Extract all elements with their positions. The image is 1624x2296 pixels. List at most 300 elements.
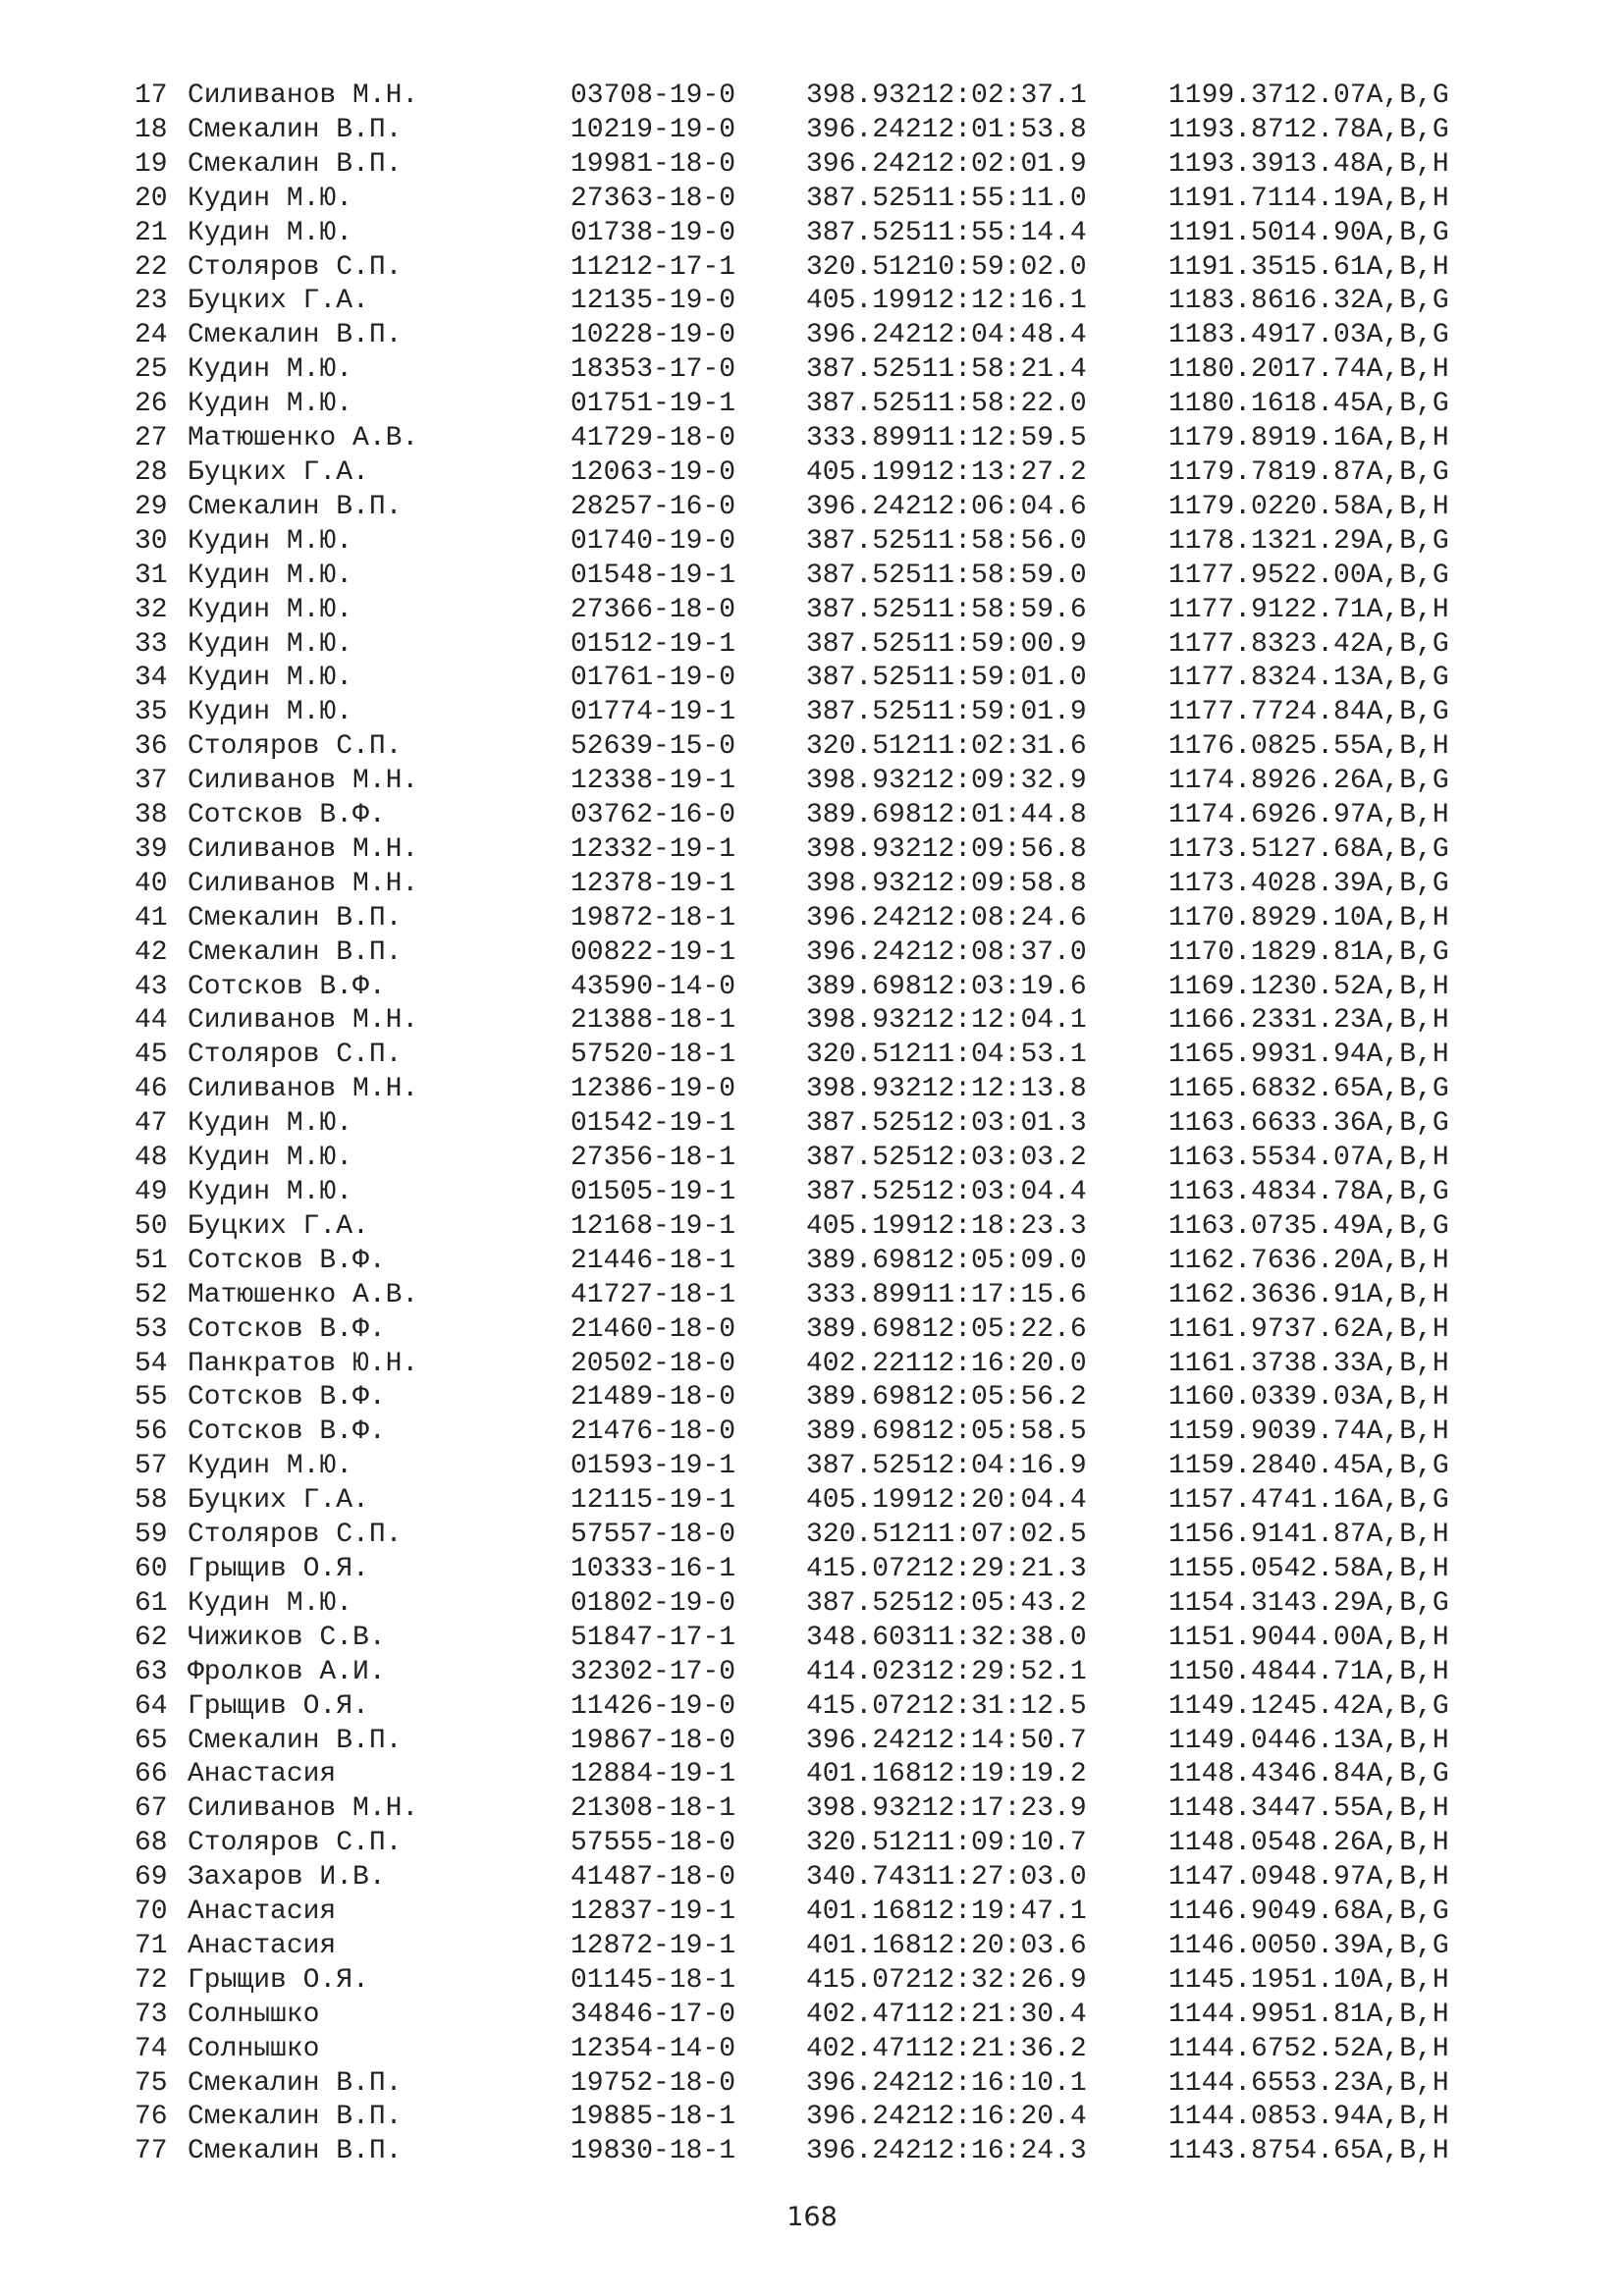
speed-cell: 1177.83: [1168, 663, 1284, 694]
distance-cell: 387.525: [806, 1143, 922, 1174]
coefficient-cell: 16.32: [1283, 286, 1367, 317]
distance-cell: 401.168: [806, 1896, 922, 1928]
speed-cell: 1161.37: [1168, 1348, 1284, 1379]
speed-cell: 1178.13: [1168, 525, 1284, 557]
ring-cell: 01145-18-1: [570, 1964, 736, 1996]
table-row: [135, 1758, 1449, 1792]
name-cell: Кудин М.Ю.: [188, 560, 353, 591]
rank-cell: 18: [135, 114, 168, 145]
distance-cell: 396.242: [806, 2067, 922, 2099]
rank-cell: 50: [135, 1210, 168, 1242]
time-cell: 12:32:26.9: [921, 1964, 1087, 1996]
group-cell: A,B,H: [1366, 2067, 1449, 2099]
rank-cell: 51: [135, 1245, 168, 1276]
distance-cell: 387.525: [806, 1587, 922, 1619]
coefficient-cell: 41.87: [1283, 1520, 1367, 1551]
ring-cell: 12386-19-0: [570, 1074, 736, 1105]
group-cell: A,B,G: [1366, 286, 1449, 317]
time-cell: 12:16:20.0: [921, 1348, 1087, 1379]
table-row: [135, 1279, 1449, 1313]
speed-cell: 1148.43: [1168, 1759, 1284, 1790]
coefficient-cell: 45.42: [1283, 1690, 1367, 1722]
ring-cell: 19830-18-1: [570, 2136, 736, 2167]
coefficient-cell: 32.65: [1283, 1074, 1367, 1105]
speed-cell: 1148.34: [1168, 1793, 1284, 1825]
time-cell: 12:08:37.0: [921, 936, 1087, 968]
time-cell: 11:04:53.1: [921, 1040, 1087, 1071]
group-cell: A,B,H: [1366, 1862, 1449, 1894]
group-cell: A,B,H: [1366, 251, 1449, 283]
distance-cell: 387.525: [806, 560, 922, 591]
coefficient-cell: 48.97: [1283, 1862, 1367, 1894]
group-cell: A,B,H: [1366, 1622, 1449, 1653]
name-cell: Смекалин В.П.: [188, 320, 403, 351]
coefficient-cell: 33.36: [1283, 1108, 1367, 1140]
rank-cell: 63: [135, 1656, 168, 1687]
speed-cell: 1161.97: [1168, 1313, 1284, 1345]
name-cell: Смекалин В.П.: [188, 2102, 403, 2133]
speed-cell: 1144.08: [1168, 2102, 1284, 2133]
distance-cell: 405.199: [806, 1210, 922, 1242]
name-cell: Кудин М.Ю.: [188, 183, 353, 214]
ring-cell: 41487-18-0: [570, 1862, 736, 1894]
speed-cell: 1177.83: [1168, 628, 1284, 660]
ring-cell: 03708-19-0: [570, 80, 736, 111]
distance-cell: 398.932: [806, 1793, 922, 1825]
ring-cell: 12135-19-0: [570, 286, 736, 317]
table-row: [135, 1896, 1449, 1930]
table-row: [135, 1999, 1449, 2033]
rank-cell: 43: [135, 971, 168, 1002]
group-cell: A,B,H: [1366, 1005, 1449, 1037]
rank-cell: 76: [135, 2102, 168, 2133]
time-cell: 12:12:13.8: [921, 1074, 1087, 1105]
coefficient-cell: 31.23: [1283, 1005, 1367, 1037]
time-cell: 12:16:24.3: [921, 2136, 1087, 2167]
results-table-body: [135, 80, 1449, 2169]
name-cell: Смекалин В.П.: [188, 1725, 403, 1756]
rank-cell: 32: [135, 594, 168, 625]
group-cell: A,B,H: [1366, 354, 1449, 386]
group-cell: A,B,H: [1366, 1553, 1449, 1584]
ring-cell: 20502-18-0: [570, 1348, 736, 1379]
ring-cell: 27356-18-1: [570, 1143, 736, 1174]
time-cell: 12:05:56.2: [921, 1382, 1087, 1414]
ring-cell: 01761-19-0: [570, 663, 736, 694]
ring-cell: 27366-18-0: [570, 594, 736, 625]
coefficient-cell: 44.00: [1283, 1622, 1367, 1653]
group-cell: A,B,G: [1366, 833, 1449, 865]
rank-cell: 36: [135, 731, 168, 763]
table-row: [135, 183, 1449, 217]
ring-cell: 27363-18-0: [570, 183, 736, 214]
coefficient-cell: 12.07: [1283, 80, 1367, 111]
coefficient-cell: 21.29: [1283, 525, 1367, 557]
time-cell: 12:03:04.4: [921, 1177, 1087, 1207]
rank-cell: 54: [135, 1348, 168, 1379]
speed-cell: 1183.86: [1168, 286, 1284, 317]
distance-cell: 320.512: [806, 1040, 922, 1071]
group-cell: A,B,H: [1366, 731, 1449, 763]
time-cell: 12:05:43.2: [921, 1587, 1087, 1619]
coefficient-cell: 50.39: [1283, 1930, 1367, 1961]
time-cell: 11:59:01.9: [921, 697, 1087, 728]
speed-cell: 1191.50: [1168, 217, 1284, 248]
table-row: [135, 1142, 1449, 1176]
name-cell: Матюшенко А.В.: [188, 1279, 419, 1310]
group-cell: A,B,H: [1366, 1793, 1449, 1825]
name-cell: Кудин М.Ю.: [188, 697, 353, 728]
table-row: [135, 2101, 1449, 2135]
rank-cell: 34: [135, 663, 168, 694]
table-row: [135, 1210, 1449, 1245]
coefficient-cell: 46.84: [1283, 1759, 1367, 1790]
rank-cell: 56: [135, 1416, 168, 1448]
group-cell: A,B,G: [1366, 1485, 1449, 1517]
ring-cell: 43590-14-0: [570, 971, 736, 1002]
rank-cell: 67: [135, 1793, 168, 1825]
distance-cell: 405.199: [806, 1485, 922, 1517]
distance-cell: 396.242: [806, 491, 922, 522]
name-cell: Кудин М.Ю.: [188, 1143, 353, 1174]
group-cell: A,B,G: [1366, 766, 1449, 797]
table-row: [135, 1553, 1449, 1587]
ring-cell: 12884-19-1: [570, 1759, 736, 1790]
distance-cell: 402.221: [806, 1348, 922, 1379]
name-cell: Буцких Г.А.: [188, 1485, 369, 1517]
table-row: [135, 799, 1449, 833]
coefficient-cell: 30.52: [1283, 971, 1367, 1002]
rank-cell: 24: [135, 320, 168, 351]
table-row: [135, 525, 1449, 560]
ring-cell: 41727-18-1: [570, 1279, 736, 1310]
distance-cell: 387.525: [806, 628, 922, 660]
distance-cell: 387.525: [806, 1451, 922, 1482]
ring-cell: 12338-19-1: [570, 766, 736, 797]
ring-cell: 19872-18-1: [570, 902, 736, 934]
time-cell: 12:31:12.5: [921, 1690, 1087, 1722]
coefficient-cell: 51.81: [1283, 1999, 1367, 2030]
speed-cell: 1143.87: [1168, 2136, 1284, 2167]
time-cell: 12:14:50.7: [921, 1725, 1087, 1756]
ring-cell: 01542-19-1: [570, 1108, 736, 1140]
ring-cell: 41729-18-0: [570, 423, 736, 454]
time-cell: 12:06:04.6: [921, 491, 1087, 522]
speed-cell: 1144.67: [1168, 2033, 1284, 2064]
name-cell: Столяров С.П.: [188, 1040, 403, 1071]
ring-cell: 03762-16-0: [570, 800, 736, 831]
distance-cell: 396.242: [806, 1725, 922, 1756]
group-cell: A,B,G: [1366, 525, 1449, 557]
group-cell: A,B,G: [1366, 1690, 1449, 1722]
group-cell: A,B,H: [1366, 594, 1449, 625]
table-row: [135, 114, 1449, 148]
distance-cell: 389.698: [806, 1416, 922, 1448]
rank-cell: 21: [135, 217, 168, 248]
rank-cell: 22: [135, 251, 168, 283]
group-cell: A,B,G: [1366, 217, 1449, 248]
table-row: [135, 560, 1449, 594]
rank-cell: 53: [135, 1313, 168, 1345]
ring-cell: 34846-17-0: [570, 1999, 736, 2030]
distance-cell: 402.471: [806, 2033, 922, 2064]
coefficient-cell: 12.78: [1283, 114, 1367, 145]
ring-cell: 32302-17-0: [570, 1656, 736, 1687]
distance-cell: 398.932: [806, 80, 922, 111]
group-cell: A,B,H: [1366, 1143, 1449, 1174]
coefficient-cell: 48.26: [1283, 1828, 1367, 1859]
name-cell: Смекалин В.П.: [188, 902, 403, 934]
table-row: [135, 1725, 1449, 1759]
table-row: [135, 1622, 1449, 1656]
speed-cell: 1160.03: [1168, 1382, 1284, 1414]
speed-cell: 1166.23: [1168, 1005, 1284, 1037]
speed-cell: 1149.04: [1168, 1725, 1284, 1756]
table-row: [135, 491, 1449, 525]
distance-cell: 340.743: [806, 1862, 922, 1894]
name-cell: Сотсков В.Ф.: [188, 1382, 386, 1414]
speed-cell: 1193.87: [1168, 114, 1284, 145]
speed-cell: 1156.91: [1168, 1520, 1284, 1551]
distance-cell: 387.525: [806, 389, 922, 420]
name-cell: Силиванов М.Н.: [188, 1074, 419, 1105]
rank-cell: 71: [135, 1930, 168, 1961]
group-cell: A,B,G: [1366, 1587, 1449, 1619]
time-cell: 12:13:27.2: [921, 456, 1087, 488]
coefficient-cell: 34.07: [1283, 1143, 1367, 1174]
speed-cell: 1191.35: [1168, 251, 1284, 283]
table-row: [135, 1039, 1449, 1073]
time-cell: 12:29:52.1: [921, 1656, 1087, 1687]
group-cell: A,B,H: [1366, 971, 1449, 1002]
speed-cell: 1163.48: [1168, 1177, 1284, 1207]
speed-cell: 1179.89: [1168, 423, 1284, 454]
speed-cell: 1146.90: [1168, 1896, 1284, 1928]
group-cell: A,B,H: [1366, 148, 1449, 180]
rank-cell: 26: [135, 389, 168, 420]
name-cell: Кудин М.Ю.: [188, 389, 353, 420]
coefficient-cell: 52.52: [1283, 2033, 1367, 2064]
rank-cell: 75: [135, 2067, 168, 2099]
distance-cell: 398.932: [806, 766, 922, 797]
time-cell: 12:19:47.1: [921, 1896, 1087, 1928]
rank-cell: 35: [135, 697, 168, 728]
speed-cell: 1170.18: [1168, 936, 1284, 968]
time-cell: 11:58:22.0: [921, 389, 1087, 420]
rank-cell: 38: [135, 800, 168, 831]
group-cell: A,B,G: [1366, 628, 1449, 660]
coefficient-cell: 18.45: [1283, 389, 1367, 420]
ring-cell: 12837-19-1: [570, 1896, 736, 1928]
speed-cell: 1159.28: [1168, 1451, 1284, 1482]
rank-cell: 27: [135, 423, 168, 454]
speed-cell: 1148.05: [1168, 1828, 1284, 1859]
distance-cell: 401.168: [806, 1930, 922, 1961]
rank-cell: 45: [135, 1040, 168, 1071]
time-cell: 12:17:23.9: [921, 1793, 1087, 1825]
name-cell: Сотсков В.Ф.: [188, 971, 386, 1002]
ring-cell: 12872-19-1: [570, 1930, 736, 1961]
table-row: [135, 1484, 1449, 1519]
speed-cell: 1163.55: [1168, 1143, 1284, 1174]
coefficient-cell: 37.62: [1283, 1313, 1367, 1345]
distance-cell: 396.242: [806, 114, 922, 145]
name-cell: Чижиков С.В.: [188, 1622, 386, 1653]
time-cell: 11:58:59.0: [921, 560, 1087, 591]
coefficient-cell: 26.26: [1283, 766, 1367, 797]
time-cell: 11:07:02.5: [921, 1520, 1087, 1551]
table-row: [135, 833, 1449, 868]
speed-cell: 1159.90: [1168, 1416, 1284, 1448]
rank-cell: 19: [135, 148, 168, 180]
table-row: [135, 1930, 1449, 1964]
rank-cell: 66: [135, 1759, 168, 1790]
distance-cell: 414.023: [806, 1656, 922, 1687]
rank-cell: 73: [135, 1999, 168, 2030]
table-row: [135, 1519, 1449, 1553]
group-cell: A,B,H: [1366, 1416, 1449, 1448]
name-cell: Смекалин В.П.: [188, 936, 403, 968]
coefficient-cell: 24.84: [1283, 697, 1367, 728]
time-cell: 11:58:56.0: [921, 525, 1087, 557]
group-cell: A,B,H: [1366, 1828, 1449, 1859]
name-cell: Смекалин В.П.: [188, 2136, 403, 2167]
ring-cell: 52639-15-0: [570, 731, 736, 763]
ring-cell: 21460-18-0: [570, 1313, 736, 1345]
name-cell: Силиванов М.Н.: [188, 833, 419, 865]
coefficient-cell: 17.74: [1283, 354, 1367, 386]
coefficient-cell: 15.61: [1283, 251, 1367, 283]
ring-cell: 01512-19-1: [570, 628, 736, 660]
speed-cell: 1157.47: [1168, 1485, 1284, 1517]
name-cell: Смекалин В.П.: [188, 491, 403, 522]
speed-cell: 1173.51: [1168, 833, 1284, 865]
coefficient-cell: 41.16: [1283, 1485, 1367, 1517]
coefficient-cell: 19.16: [1283, 423, 1367, 454]
time-cell: 12:12:16.1: [921, 286, 1087, 317]
table-row: [135, 1656, 1449, 1690]
speed-cell: 1155.05: [1168, 1553, 1284, 1584]
rank-cell: 65: [135, 1725, 168, 1756]
time-cell: 12:21:30.4: [921, 1999, 1087, 2030]
rank-cell: 52: [135, 1279, 168, 1310]
time-cell: 11:58:21.4: [921, 354, 1087, 386]
table-row: [135, 2135, 1449, 2169]
coefficient-cell: 35.49: [1283, 1210, 1367, 1242]
coefficient-cell: 14.19: [1283, 183, 1367, 214]
distance-cell: 389.698: [806, 800, 922, 831]
speed-cell: 1176.08: [1168, 731, 1284, 763]
table-row: [135, 456, 1449, 491]
rank-cell: 39: [135, 833, 168, 865]
table-row: [135, 1587, 1449, 1622]
coefficient-cell: 53.94: [1283, 2102, 1367, 2133]
ring-cell: 12168-19-1: [570, 1210, 736, 1242]
name-cell: Анастасия: [188, 1930, 337, 1961]
ring-cell: 01751-19-1: [570, 389, 736, 420]
ring-cell: 12115-19-1: [570, 1485, 736, 1517]
time-cell: 12:09:56.8: [921, 833, 1087, 865]
table-row: [135, 2033, 1449, 2067]
coefficient-cell: 53.23: [1283, 2067, 1367, 2099]
name-cell: Сотсков В.Ф.: [188, 1245, 386, 1276]
group-cell: A,B,G: [1366, 1896, 1449, 1928]
distance-cell: 398.932: [806, 868, 922, 899]
name-cell: Силиванов М.Н.: [188, 868, 419, 899]
group-cell: A,B,H: [1366, 800, 1449, 831]
table-row: [135, 594, 1449, 628]
table-row: [135, 1381, 1449, 1415]
distance-cell: 396.242: [806, 902, 922, 934]
rank-cell: 41: [135, 902, 168, 934]
coefficient-cell: 39.74: [1283, 1416, 1367, 1448]
speed-cell: 1154.31: [1168, 1587, 1284, 1619]
table-row: [135, 1964, 1449, 1999]
name-cell: Грыщив О.Я.: [188, 1690, 369, 1722]
distance-cell: 396.242: [806, 2136, 922, 2167]
time-cell: 11:17:15.6: [921, 1279, 1087, 1310]
distance-cell: 396.242: [806, 936, 922, 968]
ring-cell: 12378-19-1: [570, 868, 736, 899]
coefficient-cell: 29.81: [1283, 936, 1367, 968]
table-row: [135, 2067, 1449, 2102]
speed-cell: 1165.99: [1168, 1040, 1284, 1071]
rank-cell: 23: [135, 286, 168, 317]
time-cell: 12:03:03.2: [921, 1143, 1087, 1174]
speed-cell: 1193.39: [1168, 148, 1284, 180]
speed-cell: 1151.90: [1168, 1622, 1284, 1653]
rank-cell: 20: [135, 183, 168, 214]
name-cell: Столяров С.П.: [188, 731, 403, 763]
group-cell: A,B,H: [1366, 423, 1449, 454]
coefficient-cell: 49.68: [1283, 1896, 1367, 1928]
time-cell: 12:21:36.2: [921, 2033, 1087, 2064]
rank-cell: 72: [135, 1964, 168, 1996]
ring-cell: 19752-18-0: [570, 2067, 736, 2099]
name-cell: Сотсков В.Ф.: [188, 1416, 386, 1448]
speed-cell: 1163.07: [1168, 1210, 1284, 1242]
rank-cell: 28: [135, 456, 168, 488]
ring-cell: 01802-19-0: [570, 1587, 736, 1619]
table-row: [135, 285, 1449, 319]
table-row: [135, 148, 1449, 183]
ring-cell: 21388-18-1: [570, 1005, 736, 1037]
coefficient-cell: 36.91: [1283, 1279, 1367, 1310]
distance-cell: 398.932: [806, 1005, 922, 1037]
group-cell: A,B,G: [1366, 1210, 1449, 1242]
group-cell: A,B,G: [1366, 697, 1449, 728]
distance-cell: 387.525: [806, 217, 922, 248]
group-cell: A,B,H: [1366, 1348, 1449, 1379]
name-cell: Кудин М.Ю.: [188, 594, 353, 625]
coefficient-cell: 20.58: [1283, 491, 1367, 522]
name-cell: Кудин М.Ю.: [188, 354, 353, 386]
ring-cell: 18353-17-0: [570, 354, 736, 386]
time-cell: 12:16:20.4: [921, 2102, 1087, 2133]
table-row: [135, 1313, 1449, 1348]
table-row: [135, 1690, 1449, 1725]
time-cell: 12:05:58.5: [921, 1416, 1087, 1448]
group-cell: A,B,H: [1366, 1382, 1449, 1414]
coefficient-cell: 13.48: [1283, 148, 1367, 180]
name-cell: Смекалин В.П.: [188, 2067, 403, 2099]
coefficient-cell: 47.55: [1283, 1793, 1367, 1825]
speed-cell: 1165.68: [1168, 1074, 1284, 1105]
table-row: [135, 662, 1449, 696]
rank-cell: 49: [135, 1177, 168, 1207]
coefficient-cell: 38.33: [1283, 1348, 1367, 1379]
time-cell: 11:55:14.4: [921, 217, 1087, 248]
